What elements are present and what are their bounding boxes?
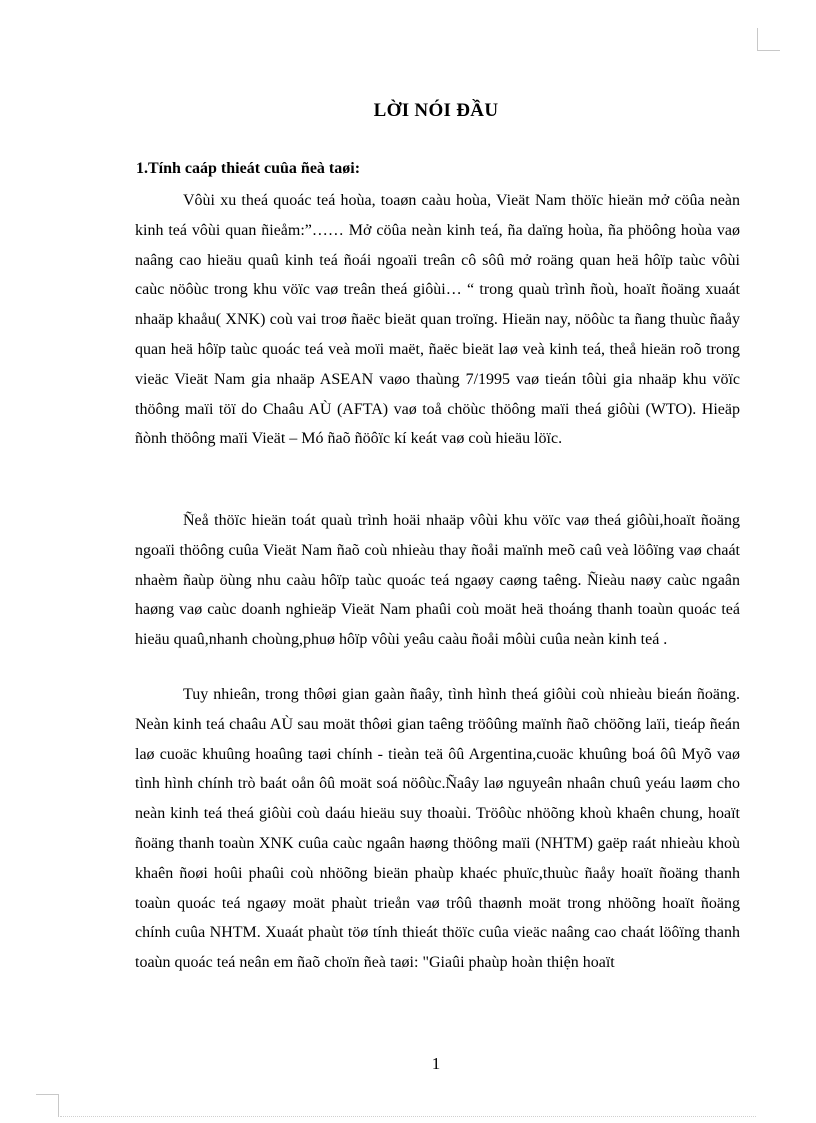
page-number: 1 xyxy=(431,1054,441,1073)
page-bottom-rule xyxy=(60,1116,756,1117)
paragraph-2: Ñeå thöïc hieän toát quaù trình hoäi nhaäp vôùi khu vöïc vaø theá giôùi,hoaït ñoäng ngoaïi thöông cuûa Vieät Nam ñaõ coù nhieàu thay ñoåi maïnh meõ caû veà löôïng vaø chaát nhaèm ñaùp öùng nhu caàu hôïp taùc quoác teá ngaøy caøng taêng. Ñieàu naøy caùc ngaân haøng vaø caùc doanh nghieäp Vieät Nam phaûi coù moät heä thoáng thanh toaùn quoác teá hieäu quaû,nhanh choùng,phuø hôïp vôùi yeâu caàu ñoåi môùi cuûa neàn kinh teá . xyxy=(135,512,740,649)
page-corner-mark xyxy=(757,28,780,51)
page-title: LỜI NÓI ĐẦU xyxy=(373,100,499,121)
page-corner-mark xyxy=(36,1094,59,1117)
paragraph-1: Vôùi xu theá quoác teá hoùa, toaøn caàu hoùa, Vieät Nam thöïc hieän mở cöûa neàn kinh teá vôùi quan ñieåm:”…… Mở cöûa neàn kinh teá, ña daïng hoùa, ña phöông hoùa vaø naâng cao hieäu quaû kinh teá ñoái ngoaïi treân cô sôû mở roäng quan heä hôïp taùc vôùi caùc nöôùc trong khu vöïc vaø treân theá giôùi… “ trong quaù trình ñoù, hoaït ñoäng xuaát nhaäp khaåu( XNK) coù vai troø ñaëc bieät quan troïng. Hieän nay, nöôùc ta ñang thuùc ñaåy quan heä hôïp taùc quoác teá veà moïi maët, ñaëc bieät laø veà kinh teá, theå hieän roõ trong vieäc Vieät Nam gia nhaäp ASEAN vaøo thaùng 7/1995 vaø tieán tôùi gia nhaäp khu vöïc thöông maïi töï do Chaâu AÙ (AFTA) vaø toå chöùc thöông maïi theá giôùi (WTO). Hieäp ñònh thöông maïi Vieät – Mó ñaõ ñöôïc kí keát vaø coù hieäu löïc. xyxy=(135,192,740,448)
paragraph-3: Tuy nhieân, trong thôøi gian gaàn ñaây, tình hình theá giôùi coù nhieàu bieán ñoäng. Neàn kinh teá chaâu AÙ sau moät thôøi gian taêng tröôûng maïnh ñaõ chöõng laïi, tieáp ñeán laø cuoäc khuûng hoaûng taøi chính - tieàn teä ôû Argentina,cuoäc khuûng boá ôû Myõ vaø tình hình chính trò baát oån ôû moät soá nöôùc.Ñaây laø nguyeân nhaân chuû yeáu laøm cho neàn kinh teá theá giôùi coù daáu hieäu suy thoaùi. Tröôùc nhöõng khoù khaên chung, hoaït ñoäng thanh toaùn XNK cuûa caùc ngaân haøng thöông maïi (NHTM) gaëp raát nhieàu khoù khaên ñoøi hoûi phaûi coù nhöõng bieän phaùp khaéc phuïc,thuùc ñaåy hoaït ñoäng thanh toaùn quoác teá ngaøy moät phaùt trieån vaø trôû thaønh moät trong nhöõng hoaït ñoäng chính cuûa NHTM. Xuaát phaùt töø tính thieát thöïc cuûa vieäc naâng cao chaát löôïng thanh toaùn quoác teá neân em ñaõ choïn ñeà taøi: "Giaûi phaùp hoàn thiện hoaït xyxy=(135,686,740,972)
section-heading: 1.Tính caáp thieát cuûa ñeà taøi: xyxy=(136,160,361,177)
